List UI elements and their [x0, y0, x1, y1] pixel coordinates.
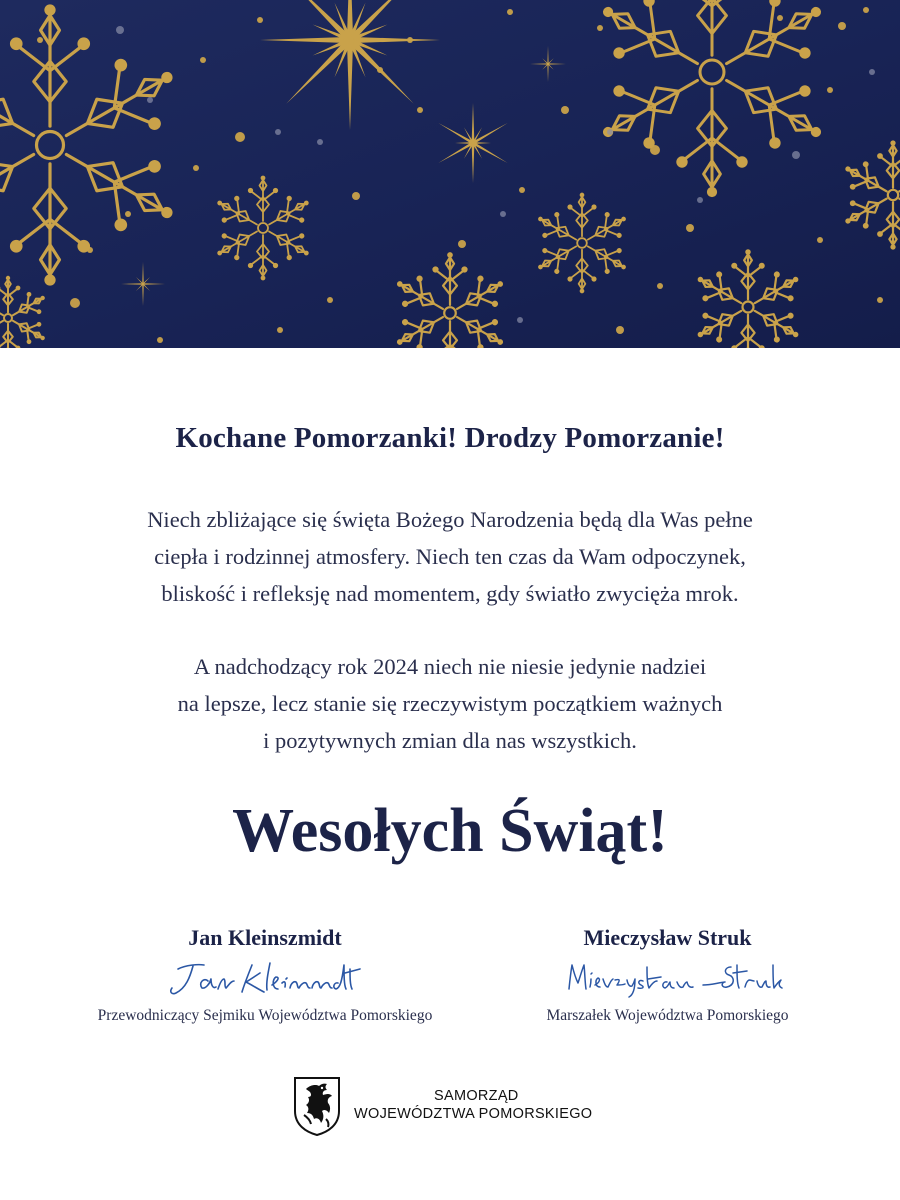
- paragraph-1-line: Niech zbliżające się święta Bożego Narodzenia będą dla Was pełne: [147, 507, 753, 532]
- signer-name: Mieczysław Struk: [583, 925, 752, 950]
- signer-role: Marszałek Województwa Pomorskiego: [546, 1007, 789, 1024]
- wishes-paragraph-2: [60, 648, 840, 759]
- logo-line-2: WOJEWÓDZTWA POMORSKIEGO: [354, 1106, 593, 1122]
- handwritten-signature-icon: [553, 955, 783, 999]
- signer-name: Jan Kleinszmidt: [188, 925, 342, 950]
- snowflake-decoration-icon: [0, 0, 900, 348]
- snowflake-banner: [0, 0, 900, 348]
- paragraph-1-line: ciepła i rodzinnej atmosfery. Niech ten czas da Wam odpoczynek,: [154, 544, 746, 569]
- logo-text: [354, 1087, 592, 1123]
- paragraph-1-line: bliskość i refleksję nad momentem, gdy światło zwycięża mrok.: [161, 581, 739, 606]
- paragraph-2-line: A nadchodzący rok 2024 niech nie niesie jedynie nadziei: [193, 654, 707, 679]
- griffin-crest-icon: [292, 1075, 342, 1137]
- greeting-heading: Kochane Pomorzanki! Drodzy Pomorzanie!: [175, 422, 725, 454]
- voivodeship-logo: [290, 1075, 620, 1137]
- paragraph-2-line: na lepsze, lecz stanie się rzeczywistym początkiem ważnych: [177, 691, 723, 716]
- signer-role: Przewodniczący Sejmiku Województwa Pomorskiego: [97, 1007, 433, 1024]
- paragraph-2-line: i pozytywnych zmian dla nas wszystkich.: [263, 728, 637, 753]
- merry-christmas-heading: Wesołych Świąt!: [232, 797, 668, 865]
- logo-line-1: SAMORZĄD: [434, 1088, 519, 1104]
- signature-struk: [480, 955, 855, 999]
- signer-kleinszmidt: [50, 925, 480, 1025]
- handwritten-signature-icon: [160, 955, 370, 999]
- wishes-paragraph-1: [60, 501, 840, 612]
- signer-struk: [480, 925, 855, 1025]
- signature-kleinszmidt: [50, 955, 480, 999]
